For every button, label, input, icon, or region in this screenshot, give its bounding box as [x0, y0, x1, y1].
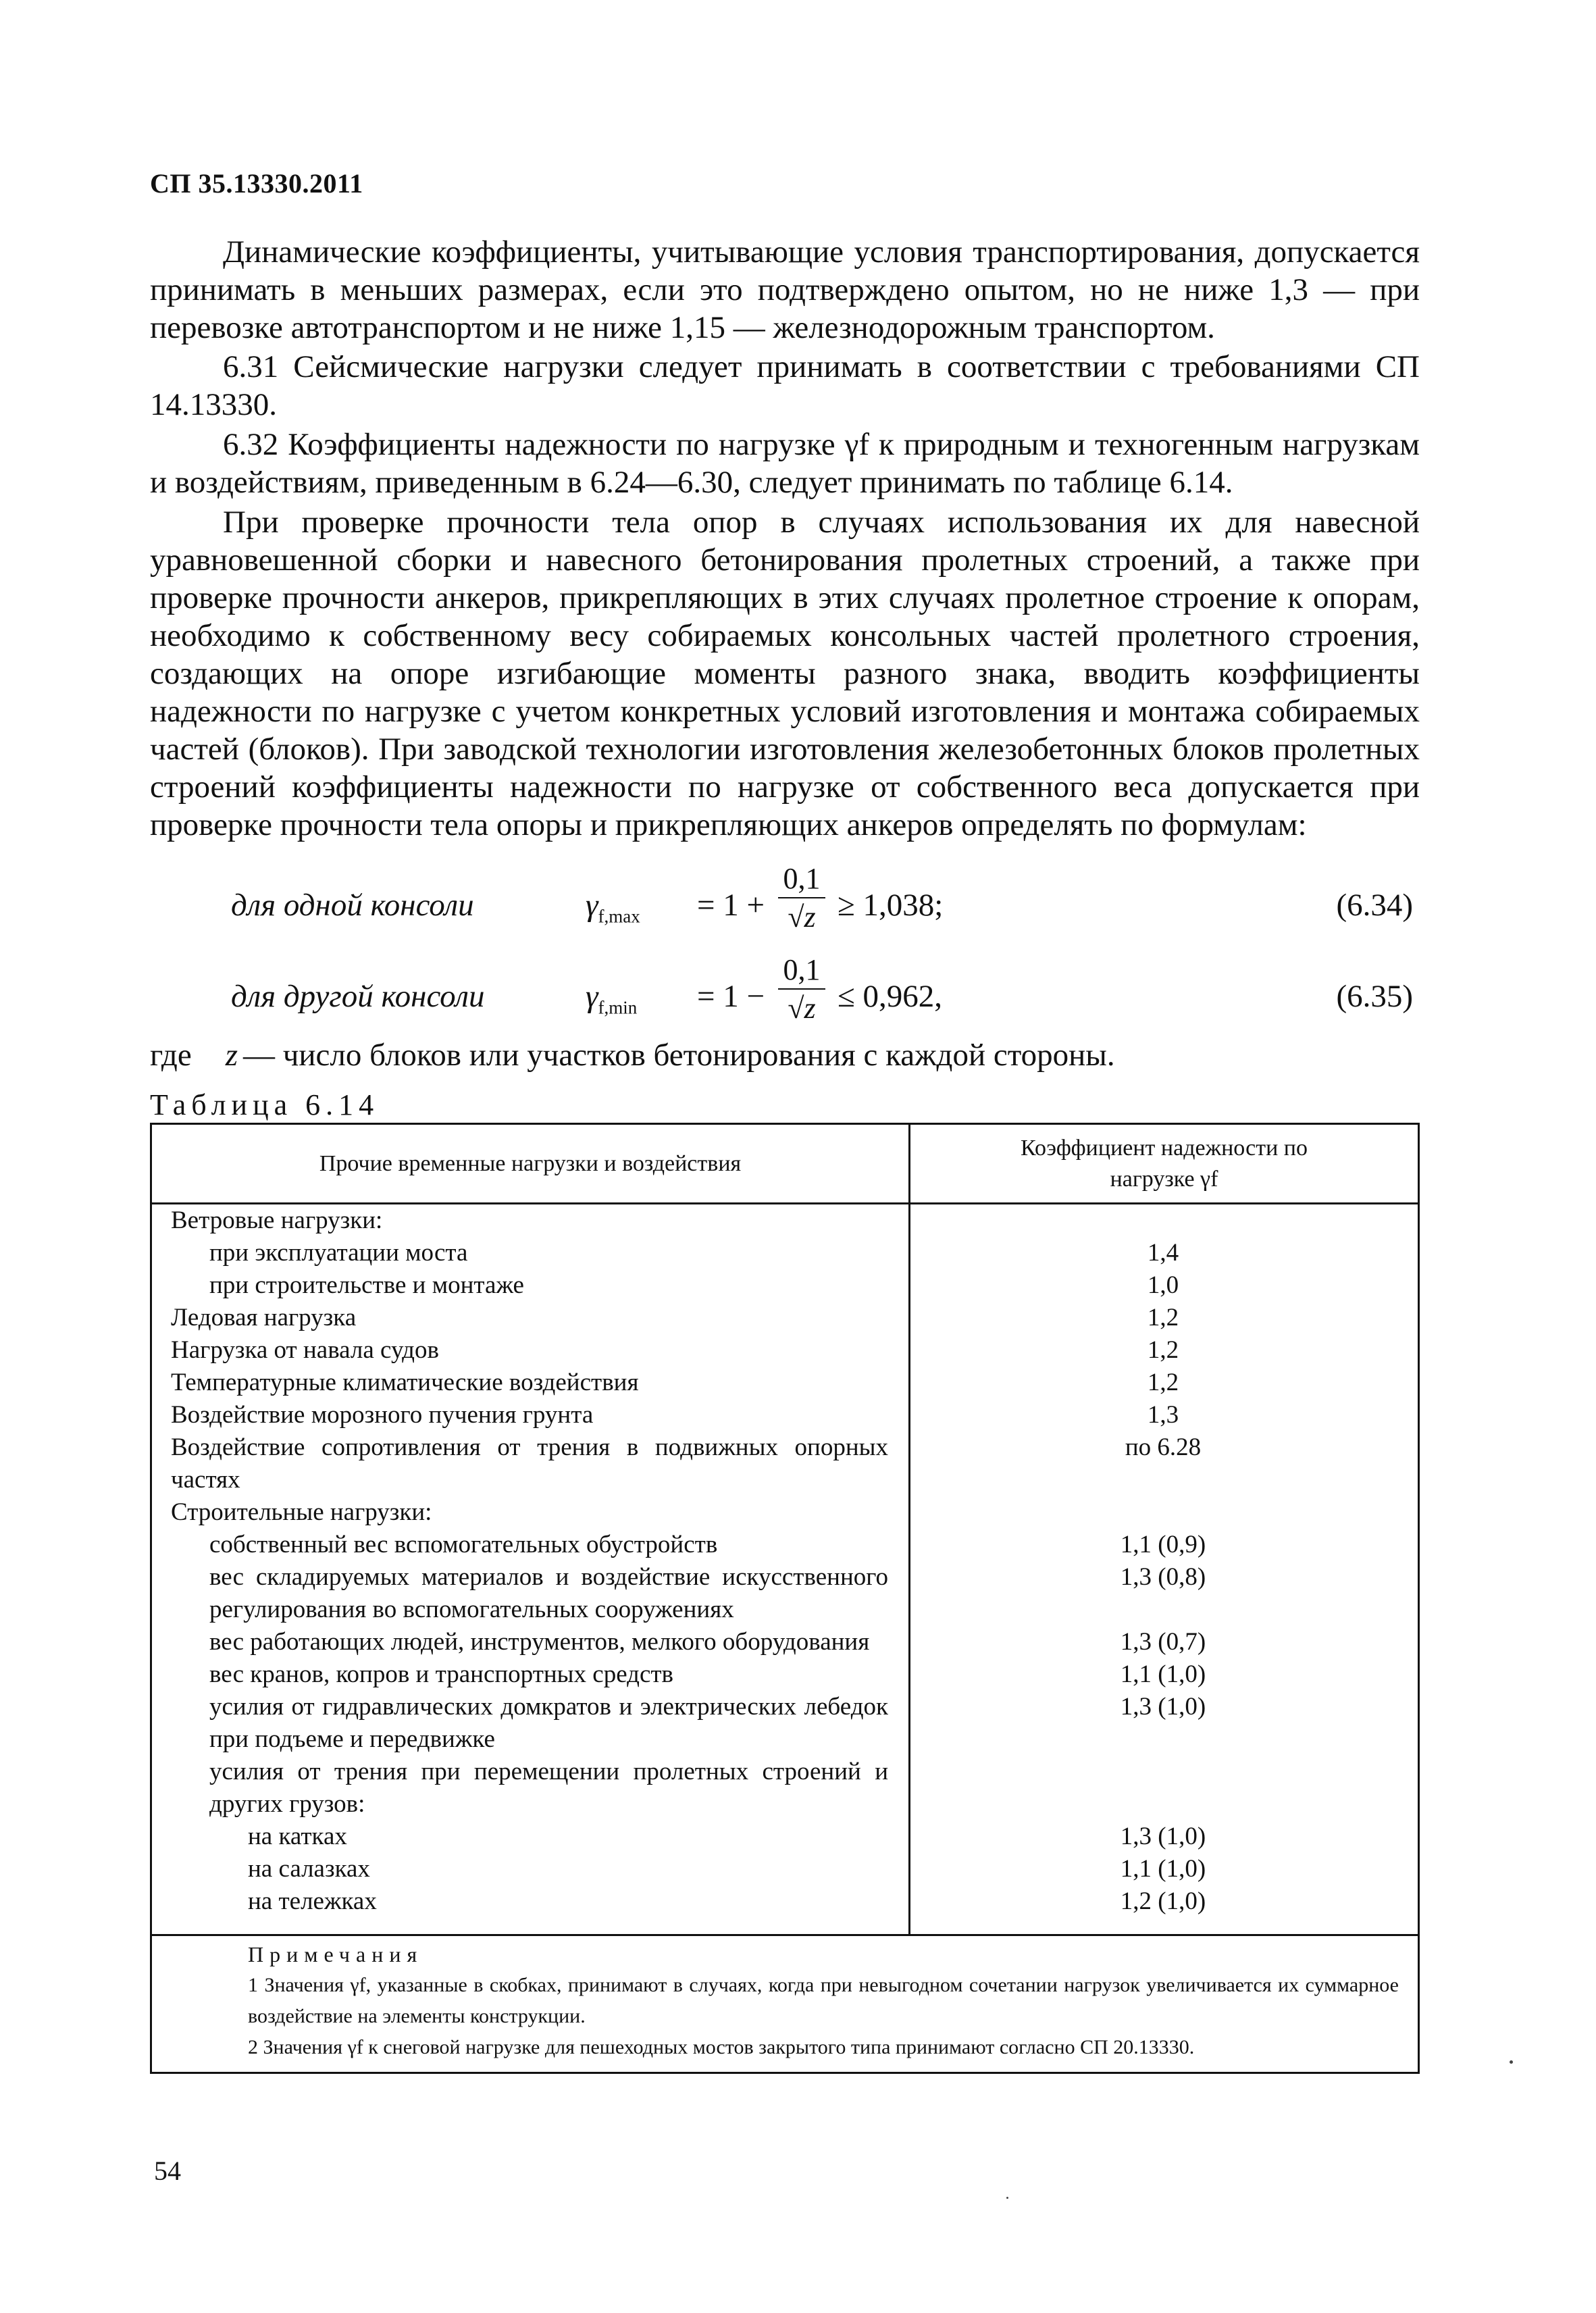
paragraph-dynamic-coefficients: Динамические коэффициенты, учитывающие условия транспортирования, допускается принимать в меньших размерах, если это подтверждено опытом, но не ниже 1,3 — при перевозке автотранспортом и не ниже 1,15 — железнодорожным транспортом. — [150, 234, 1420, 345]
formula-fraction — [778, 952, 825, 1025]
column-header-coefficient-line2: нагрузке γf — [1110, 1166, 1218, 1192]
scan-speck — [1006, 2197, 1008, 2199]
table-row: вес работающих людей, инструментов, мелкого оборудования 1,3 (0,7) — [209, 1628, 1206, 1656]
table-6-14 — [150, 1123, 1420, 2074]
scan-speck — [1510, 2060, 1513, 2064]
formula-number: (6.35) — [1336, 979, 1413, 1014]
paragraph-check-strength: При проверке прочности тела опор в случаях использования их для навесной уравновешенной сборки и навесного бетонирования пролетных строений, а также при проверке прочности анкеров, прикрепляющих в этих случаях пролетное строение к опорам, необходимо к собственному весу собираемых консольных частей пролетного строения, создающих на опоре изгибающие моменты разного знака, вводить коэффициенты надежности по нагрузке с учетом конкретных условий изготовления и монтажа собираемых частей (блоков). При заводской технологии изготовления железобетонных блоков пролетных строений коэффициенты надежности по нагрузке от собственного веса допускается при проверке прочности тела опоры и прикрепляющих анкеров определять по формулам: — [150, 505, 1420, 842]
table-row: Строительные нагрузки: — [171, 1498, 432, 1526]
fraction-numerator: 0,1 — [778, 861, 825, 898]
table-title: Таблица 6.14 — [150, 1088, 380, 1121]
formula-fraction — [778, 861, 825, 934]
column-header-coefficient-line1: Коэффициент надежности по — [1021, 1135, 1308, 1161]
column-header-coefficient — [910, 1125, 1418, 1202]
table-row: Температурные климатические воздействия 1,2 — [171, 1369, 1179, 1396]
table-row: Нагрузка от навала судов 1,2 — [171, 1336, 1179, 1364]
formula-label: для одной консоли — [231, 888, 474, 923]
formula-number: (6.34) — [1336, 888, 1413, 923]
table-notes — [152, 1939, 1418, 2063]
notes-title: Примечания — [248, 1942, 423, 1966]
where-clause — [150, 1037, 1115, 1073]
document-code: СП 35.13330.2011 — [150, 168, 363, 199]
fraction-numerator: 0,1 — [778, 952, 825, 990]
paragraph-6-31: 6.31 Сейсмические нагрузки следует принимать в соответствии с требованиями СП 14.13330. — [150, 349, 1420, 422]
formula-gamma: $\gamma_{f,max}$ — [586, 888, 640, 927]
table-row: Воздействие морозного пучения грунта 1,3 — [171, 1401, 1179, 1429]
where-variable: z — [225, 1038, 238, 1073]
table-row: вес кранов, копров и транспортных средств 1,1 (1,0) — [209, 1660, 1206, 1688]
table-row: усилия от гидравлических домкратов и электрических лебедок при подъеме и передвижке 1,3 (1,0) — [209, 1693, 1206, 1753]
table-row: на катках 1,3 (1,0) — [248, 1823, 1206, 1850]
paragraph-6-32: 6.32 Коэффициенты надежности по нагрузке γf к природным и техногенным нагрузкам и воздействиям, приведенным в 6.24—6.30, следует принимать по таблице 6.14. — [150, 427, 1420, 500]
where-text: — число блоков или участков бетонирования с каждой стороны. — [243, 1038, 1115, 1073]
formula-equals: = 1 + — [697, 888, 765, 923]
table-row: на тележках 1,2 (1,0) — [248, 1887, 1206, 1915]
table-row: при строительстве и монтаже 1,0 — [209, 1271, 1179, 1299]
notes-divider — [152, 1934, 1418, 1936]
table-row: усилия от трения при перемещении пролетных строений и других грузов: — [209, 1758, 888, 1818]
table-row: собственный вес вспомогательных обустройств 1,1 (0,9) — [209, 1531, 1206, 1558]
where-word: где — [150, 1038, 192, 1073]
fraction-denominator: √z — [788, 900, 816, 934]
note-1: 1 Значения γf, указанные в скобках, принимают в случаях, когда при невыгодном сочетании нагрузок увеличивается их суммарное воздействие на элементы конструкции. — [248, 1974, 1399, 2027]
note-2: 2 Значения γf к снеговой нагрузке для пешеходных мостов закрытого типа принимают согласно СП 20.13330. — [248, 2036, 1195, 2058]
formula-bound: ≥ 1,038; — [838, 888, 944, 923]
table-row: вес складируемых материалов и воздействие искусственного регулирования во вспомогательных сооружениях 1,3 (0,8) — [209, 1563, 1206, 1623]
table-row: Ледовая нагрузка 1,2 — [171, 1304, 1179, 1331]
formula-label: для другой консоли — [231, 979, 485, 1014]
table-body — [152, 1204, 1418, 1918]
formula-gamma: $\gamma_{f,min}$ — [586, 979, 638, 1018]
column-header-loads: Прочие временные нагрузки и воздействия — [319, 1150, 742, 1176]
table-row: на салазках 1,1 (1,0) — [248, 1855, 1206, 1883]
table-row: Ветровые нагрузки: — [171, 1206, 383, 1234]
formula-equals: = 1 − — [697, 979, 765, 1014]
fraction-denominator: √z — [788, 992, 816, 1025]
table-row: Воздействие сопротивления от трения в подвижных опорных частях по 6.28 — [171, 1433, 1202, 1494]
page-number: 54 — [154, 2156, 181, 2186]
formula-bound: ≤ 0,962, — [838, 979, 943, 1014]
table-row: при эксплуатации моста 1,4 — [209, 1239, 1179, 1267]
